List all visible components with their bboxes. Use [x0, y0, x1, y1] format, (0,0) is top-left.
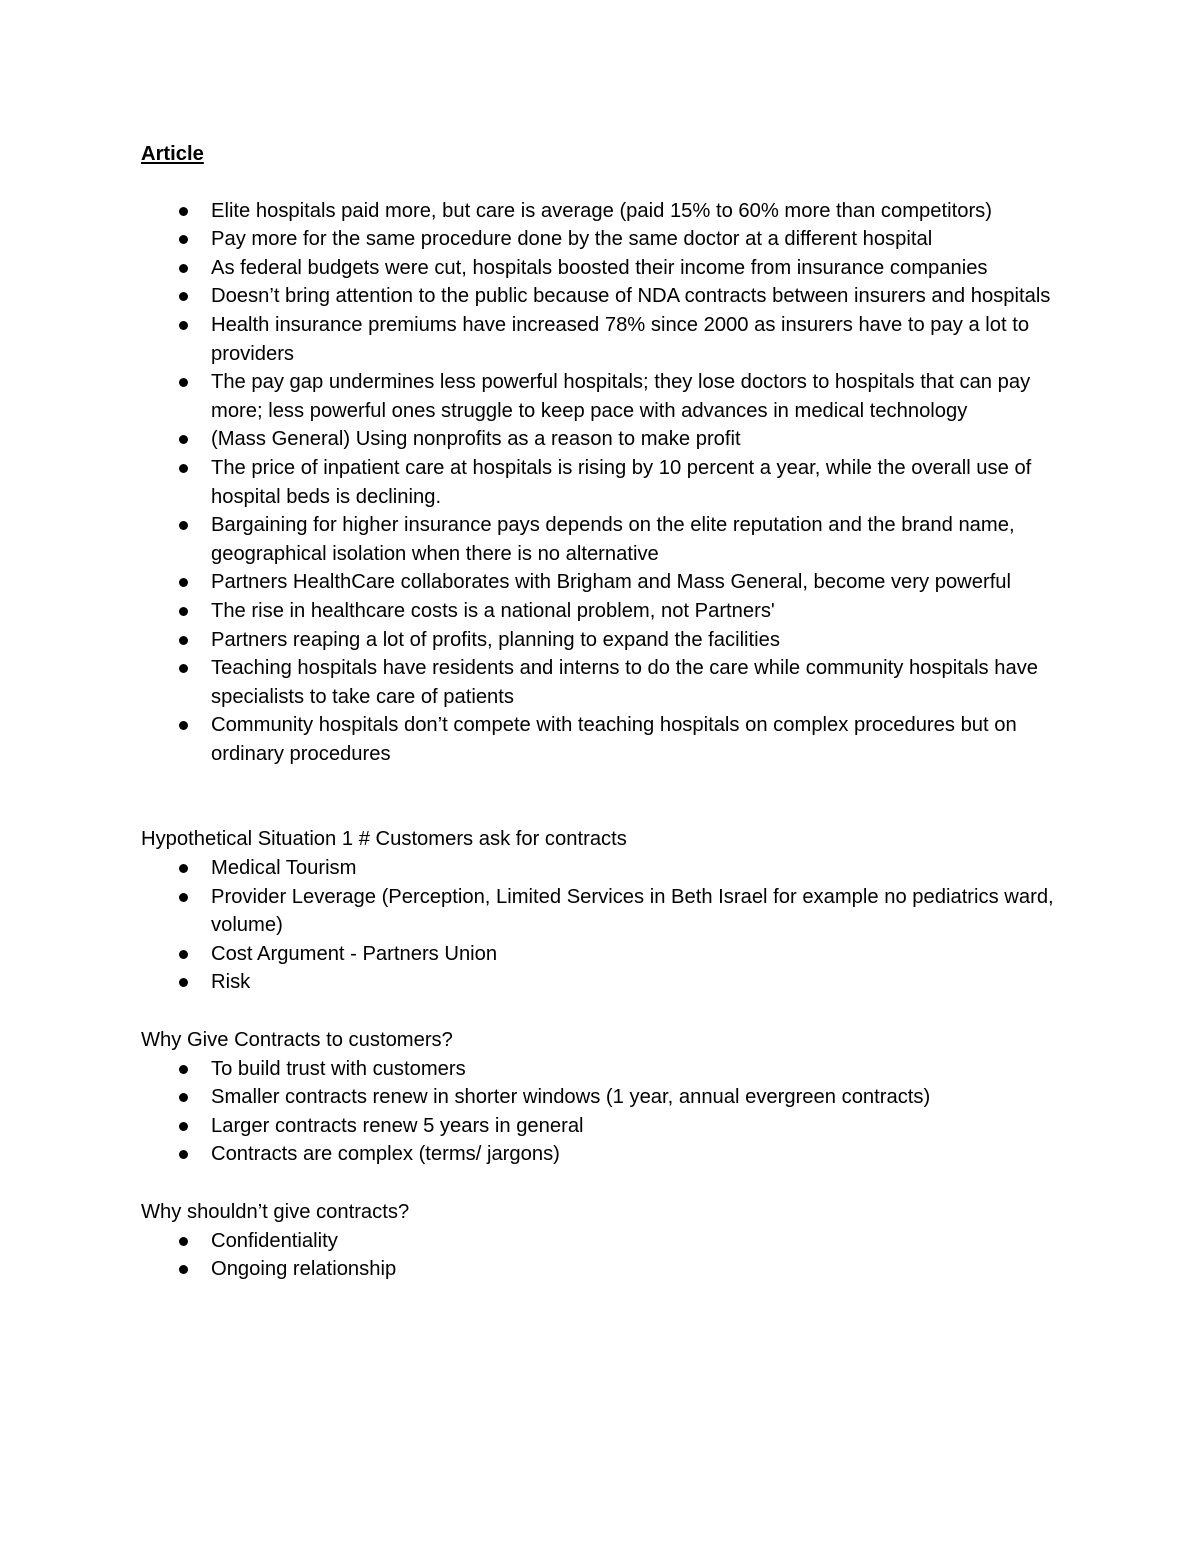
- bullet-icon: [179, 950, 188, 959]
- bullet-icon: [179, 378, 188, 387]
- why-not-title: Why shouldn’t give contracts?: [141, 1201, 410, 1223]
- bullet-icon: [179, 864, 188, 873]
- bullet-icon: [179, 721, 188, 730]
- list-item: Risk: [141, 968, 1061, 997]
- list-item: Confidentiality: [141, 1227, 1061, 1256]
- hypothetical-list: [141, 854, 1061, 997]
- document-content: [141, 140, 1061, 1284]
- list-item: Doesn’t bring attention to the public because of NDA contracts between insurers and hospitals: [141, 282, 1061, 311]
- bullet-icon: [179, 664, 188, 673]
- spacer: [141, 997, 1061, 1026]
- bullet-icon: [179, 264, 188, 273]
- why-give-title: Why Give Contracts to customers?: [141, 1029, 453, 1052]
- bullet-icon: [179, 292, 188, 301]
- list-item: As federal budgets were cut, hospitals boosted their income from insurance companies: [141, 254, 1061, 283]
- bullet-icon: [179, 1065, 188, 1074]
- list-item: To build trust with customers: [141, 1055, 1061, 1084]
- list-item: Ongoing relationship: [141, 1255, 1061, 1284]
- list-item: Health insurance premiums have increased 78% since 2000 as insurers have to pay a lot to providers: [141, 311, 1061, 368]
- list-item: Smaller contracts renew in shorter windows (1 year, annual evergreen contracts): [141, 1083, 1061, 1112]
- bullet-icon: [179, 1150, 188, 1159]
- list-item: Larger contracts renew 5 years in general: [141, 1112, 1061, 1141]
- list-item: Medical Tourism: [141, 854, 1061, 883]
- article-heading: Article: [141, 143, 204, 165]
- bullet-icon: [179, 978, 188, 987]
- list-item: Teaching hospitals have residents and interns to do the care while community hospitals have specialists to take care of patients: [141, 654, 1061, 711]
- list-item: Pay more for the same procedure done by the same doctor at a different hospital: [141, 225, 1061, 254]
- list-item: Partners reaping a lot of profits, planning to expand the facilities: [141, 626, 1061, 655]
- article-list: [141, 197, 1061, 769]
- spacer: [141, 1169, 1061, 1198]
- bullet-icon: [179, 1265, 188, 1274]
- list-item: The price of inpatient care at hospitals is rising by 10 percent a year, while the overall use of hospital beds is declining.: [141, 454, 1061, 511]
- list-item: Provider Leverage (Perception, Limited Services in Beth Israel for example no pediatrics ward, volume): [141, 883, 1061, 940]
- bullet-icon: [179, 1122, 188, 1131]
- bullet-icon: [179, 607, 188, 616]
- bullet-icon: [179, 321, 188, 330]
- bullet-icon: [179, 578, 188, 587]
- bullet-icon: [179, 521, 188, 530]
- bullet-icon: [179, 435, 188, 444]
- why-give-list: [141, 1055, 1061, 1169]
- list-item: Partners HealthCare collaborates with Brigham and Mass General, become very powerful: [141, 568, 1061, 597]
- bullet-icon: [179, 1237, 188, 1246]
- list-item: Cost Argument - Partners Union: [141, 940, 1061, 969]
- list-item: The pay gap undermines less powerful hospitals; they lose doctors to hospitals that can pay more; less powerful ones struggle to keep pace with advances in medical technology: [141, 368, 1061, 425]
- bullet-icon: [179, 1093, 188, 1102]
- spacer: [141, 768, 1061, 825]
- list-item: Contracts are complex (terms/ jargons): [141, 1140, 1061, 1169]
- bullet-icon: [179, 235, 188, 244]
- list-item: (Mass General) Using nonprofits as a reason to make profit: [141, 425, 1061, 454]
- list-item: Bargaining for higher insurance pays depends on the elite reputation and the brand name, geographical isolation when there is no alternative: [141, 511, 1061, 568]
- bullet-icon: [179, 636, 188, 645]
- list-item: Community hospitals don’t compete with teaching hospitals on complex procedures but on ordinary procedures: [141, 711, 1061, 768]
- hypothetical-title: Hypothetical Situation 1 # Customers ask for contracts: [141, 828, 627, 851]
- list-item: Elite hospitals paid more, but care is average (paid 15% to 60% more than competitors): [141, 197, 1061, 226]
- bullet-icon: [179, 207, 188, 216]
- bullet-icon: [179, 893, 188, 902]
- list-item: The rise in healthcare costs is a national problem, not Partners': [141, 597, 1061, 626]
- bullet-icon: [179, 464, 188, 473]
- why-not-list: [141, 1227, 1061, 1284]
